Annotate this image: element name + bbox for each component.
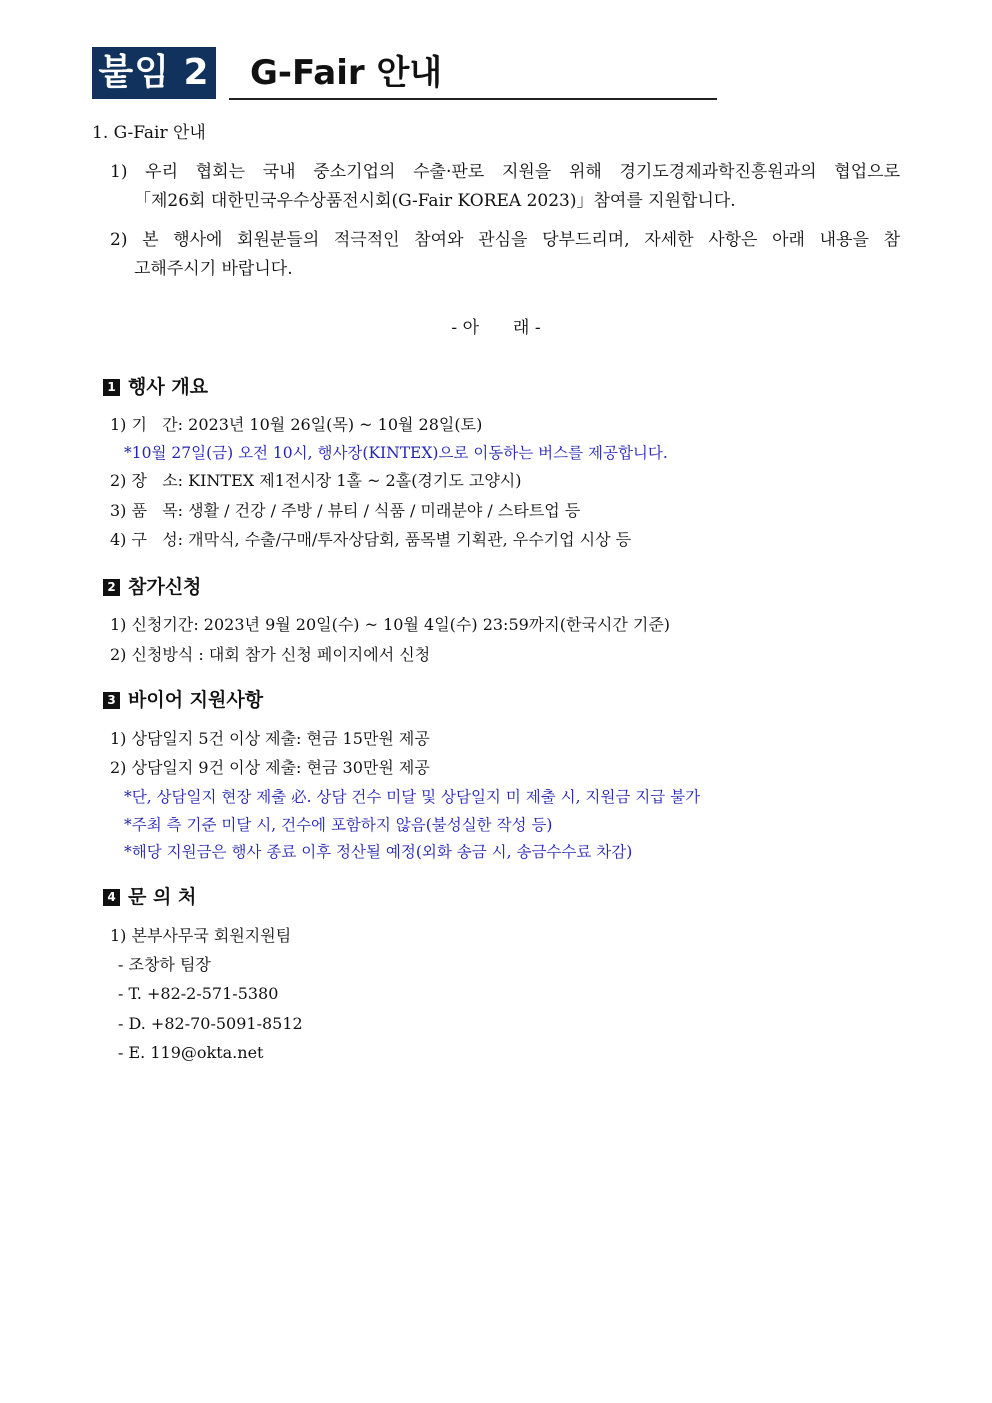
intro-p1-line1: 1) 우리 협회는 국내 중소기업의 수출·판로 지원을 위해 경기도경제과학진흥원과의 협업으로	[110, 162, 900, 182]
section-number-badge: 2	[103, 579, 120, 596]
application-method: 2) 신청방식 : 대회 참가 신청 페이지에서 신청	[110, 645, 431, 664]
section-heading-overview	[103, 374, 208, 400]
section-heading-contact	[103, 884, 196, 910]
application-period: 1) 신청기간: 2023년 9월 20일(수) ~ 10월 4일(수) 23:59까지(한국시간 기준)	[110, 615, 671, 634]
overview-items: 3) 품 목: 생활 / 건강 / 주방 / 뷰티 / 식품 / 미래분야 / 스타트업 등	[110, 501, 581, 520]
section-title: 문 의 처	[128, 886, 197, 908]
section-number-badge: 1	[103, 379, 120, 396]
buyer-support-item-1: 1) 상담일지 5건 이상 제출: 현금 15만원 제공	[110, 729, 430, 748]
document-title: G-Fair 안내	[250, 53, 443, 93]
attachment-badge: 붙임 2	[92, 47, 216, 99]
overview-bus-note: *10월 27일(금) 오전 10시, 행사장(KINTEX)으로 이동하는 버스를 제공합니다.	[124, 444, 668, 462]
section-title: 바이어 지원사항	[128, 689, 264, 711]
contact-email: - E. 119@okta.net	[118, 1043, 264, 1062]
notice-divider: - 아 래 -	[451, 318, 541, 338]
contact-person: - 조창하 팀장	[118, 955, 211, 974]
title-underline	[229, 98, 717, 100]
overview-composition: 4) 구 성: 개막식, 수출/구매/투자상담회, 품목별 기획관, 우수기업 시상 등	[110, 530, 632, 549]
buyer-support-note-1: *단, 상담일지 현장 제출 必. 상담 건수 미달 및 상담일지 미 제출 시, 지원금 지급 불가	[124, 788, 701, 806]
intro-p2-line2: 고해주시기 바랍니다.	[134, 259, 293, 279]
contact-direct: - D. +82-70-5091-8512	[118, 1014, 303, 1033]
overview-period: 1) 기 간: 2023년 10월 26일(목) ~ 10월 28일(토)	[110, 415, 483, 434]
section-number-badge: 4	[103, 889, 120, 906]
section-heading-application	[103, 574, 201, 600]
intro-p2-line1: 2) 본 행사에 회원분들의 적극적인 참여와 관심을 당부드리며, 자세한 사항은 아래 내용을 참	[110, 230, 900, 250]
contact-team: 1) 본부사무국 회원지원팀	[110, 926, 292, 945]
section-number-badge: 3	[103, 692, 120, 709]
buyer-support-note-3: *해당 지원금은 행사 종료 이후 정산될 예정(외화 송금 시, 송금수수료 차감)	[124, 843, 633, 861]
buyer-support-note-2: *주최 측 기준 미달 시, 건수에 포함하지 않음(불성실한 작성 등)	[124, 816, 553, 834]
intro-p1-line2: 「제26회 대한민국우수상품전시회(G-Fair KOREA 2023)」참여를 지원합니다.	[134, 191, 736, 211]
section-title: 행사 개요	[128, 376, 209, 398]
contact-phone: - T. +82-2-571-5380	[118, 984, 279, 1003]
section-heading-buyer-support	[103, 687, 263, 713]
intro-heading: 1. G-Fair 안내	[92, 123, 206, 143]
buyer-support-item-2: 2) 상담일지 9건 이상 제출: 현금 30만원 제공	[110, 758, 430, 777]
overview-venue: 2) 장 소: KINTEX 제1전시장 1홀 ~ 2홀(경기도 고양시)	[110, 471, 522, 490]
section-title: 참가신청	[128, 576, 202, 598]
